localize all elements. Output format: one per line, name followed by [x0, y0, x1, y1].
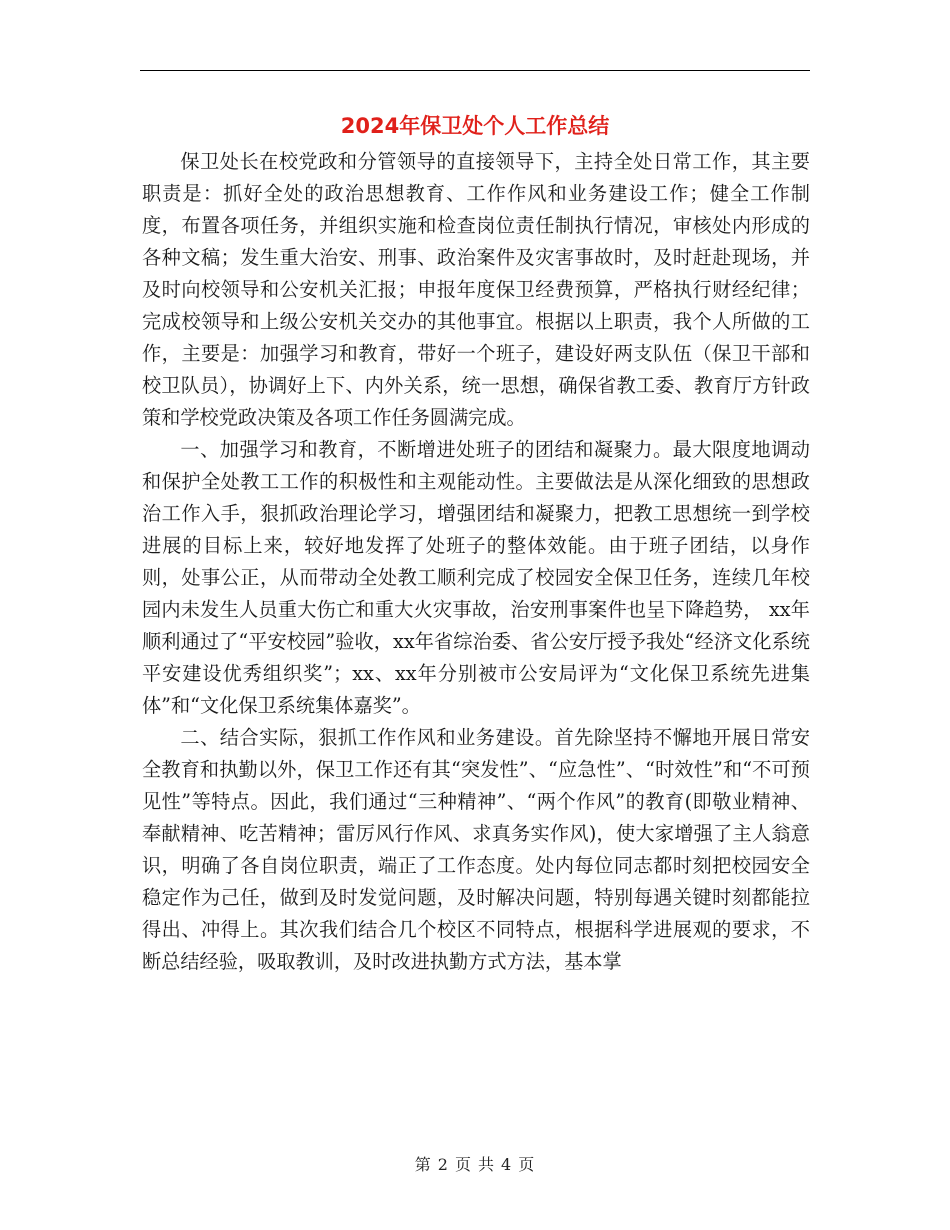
document-title: 2024年保卫处个人工作总结	[340, 114, 610, 138]
paragraph-1: 保卫处长在校党政和分管领导的直接领导下，主持全处日常工作，其主要职责是：抓好全处的政治思想教育、工作作风和业务建设工作；健全工作制度，布置各项任务，并组织实施和检查岗位责任制执行情况，审核处内形成的各种文稿；发生重大治安、刑事、政治案件及灾害事故时，及时赶赴现场，并及时向校领导和公安机关汇报；申报年度保卫经费预算，严格执行财经纪律；完成校领导和上级公安机关交办的其他事宜。根据以上职责，我个人所做的工作，主要是：加强学习和教育，带好一个班子，建设好两支队伍（保卫干部和校卫队员），协调好上下、内外关系，统一思想，确保省教工委、教育厅方针政策和学校党政决策及各项工作任务圆满完成。	[142, 150, 810, 429]
footer-suffix: 页	[518, 1155, 536, 1174]
footer-page-number: 2	[437, 1155, 449, 1174]
document-body	[142, 146, 810, 978]
footer-total-pages: 4	[501, 1155, 513, 1174]
paragraph-3: 二、结合实际，狠抓工作作风和业务建设。首先除坚持不懈地开展日常安全教育和执勤以外，保卫工作还有其“突发性”、“应急性”、“时效性”和“不可预见性”等特点。因此，我们通过“三种精神”、“两个作风”的教育(即敬业精神、奉献精神、吃苦精神；雷厉风行作风、求真务实作风)，使大家增强了主人翁意识，明确了各自岗位职责，端正了工作态度。处内每位同志都时刻把校园安全稳定作为己任，做到及时发觉问题，及时解决问题，特别每遇关键时刻都能拉得出、冲得上。其次我们结合几个校区不同特点，根据科学进展观的要求，不断总结经验，吸取教训，及时改进执勤方式方法，基本掌	[142, 726, 810, 973]
page-footer	[0, 1152, 950, 1175]
footer-prefix: 第	[414, 1155, 432, 1174]
footer-middle: 页 共	[454, 1155, 496, 1174]
paragraph-2: 一、加强学习和教育，不断增进处班子的团结和凝聚力。最大限度地调动和保护全处教工工作的积极性和主观能动性。主要做法是从深化细致的思想政治工作入手，狠抓政治理论学习，增强团结和凝聚力，把教工思想统一到学校进展的目标上来，较好地发挥了处班子的整体效能。由于班子团结，以身作则，处事公正，从而带动全处教工顺利完成了校园安全保卫任务，连续几年校园内未发生人员重大伤亡和重大火灾事故，治安刑事案件也呈下降趋势， xx年顺利通过了“平安校园”验收，xx年省综治委、省公安厅授予我处“经济文化系统平安建设优秀组织奖”；xx、xx年分别被市公安局评为“文化保卫系统先进集体”和“文化保卫系统集体嘉奖”。	[142, 438, 810, 717]
header-rule	[140, 70, 810, 71]
